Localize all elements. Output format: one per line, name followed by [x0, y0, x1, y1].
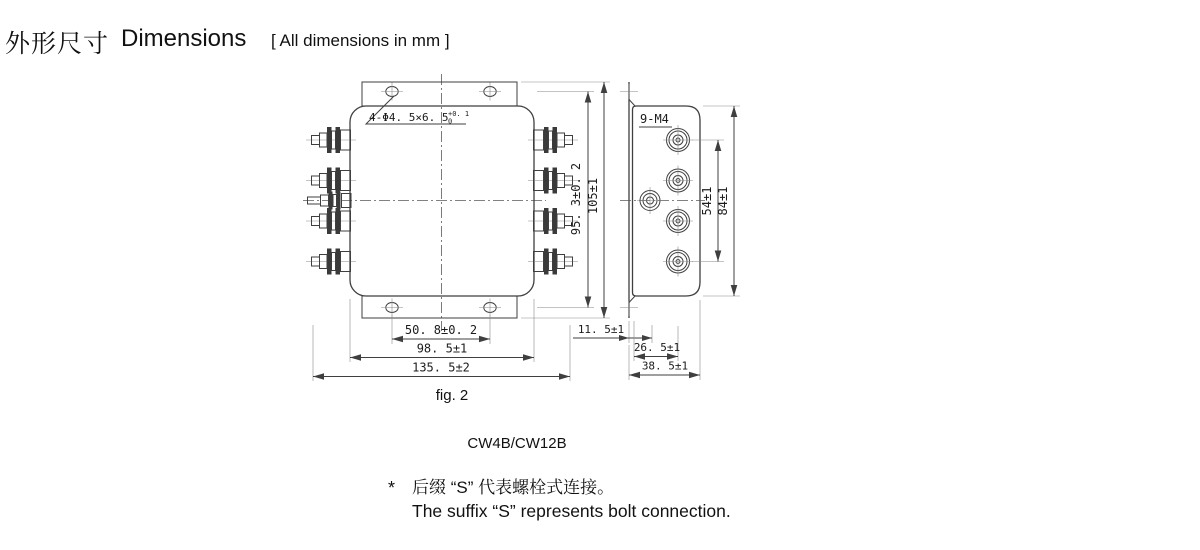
- dim-terminal-offset: [634, 321, 680, 361]
- dim-stud-offset: [573, 321, 652, 343]
- dim-label-95-3: 95. 3±0. 2: [569, 162, 583, 236]
- front-body-outline: [350, 106, 534, 296]
- dim-overall-depth: [629, 300, 700, 380]
- dim-label-98-5: 98. 5±1: [416, 341, 468, 356]
- terminal-bolt: [306, 168, 356, 194]
- thread-callout: [639, 112, 672, 127]
- dim-label-84: 84±1: [716, 186, 730, 216]
- terminal-circle: [663, 247, 693, 277]
- mounting-hole-tol-lower: 0: [448, 117, 453, 126]
- mounting-hole-tol-upper: +0. 1: [448, 110, 470, 118]
- mounting-hole-callout: [366, 96, 469, 126]
- page-title-chinese: 外形尺寸: [5, 30, 110, 58]
- terminal-bolt: [528, 127, 578, 153]
- terminal-bolt: [306, 208, 356, 234]
- ground-stud-circle: [637, 187, 663, 214]
- dim-hole-spacing-horizontal: [392, 315, 490, 344]
- dim-label-38-5: 38. 5±1: [641, 359, 689, 373]
- terminal-circle: [663, 125, 693, 155]
- mounting-hole: [381, 299, 403, 317]
- terminal-bolt: [306, 249, 356, 275]
- side-view: [573, 82, 740, 380]
- terminal-circle: [663, 166, 693, 196]
- dim-label-50-8: 50. 8±0. 2: [404, 323, 478, 337]
- units-note: [ All dimensions in mm ]: [271, 31, 450, 50]
- mounting-hole-label: 4-Φ4. 5×6. 5: [369, 111, 449, 124]
- front-bottom-flange: [362, 296, 517, 318]
- thread-label-9-M4: 9-M4: [640, 112, 669, 126]
- footnote-chinese: 后缀 “S” 代表螺栓式连接。: [412, 478, 615, 497]
- dim-label-135-5: 135. 5±2: [412, 360, 470, 375]
- dim-label-26-5: 26. 5±1: [633, 341, 681, 354]
- dim-label-11-5: 11. 5±1: [577, 323, 625, 336]
- terminal-bolt: [306, 127, 356, 153]
- dim-label-54: 54±1: [700, 186, 714, 216]
- footnote-marker: *: [388, 478, 396, 498]
- mounting-hole: [479, 83, 501, 101]
- front-top-flange: [362, 82, 517, 106]
- dim-label-105: 105±1: [586, 177, 600, 215]
- terminal-circle: [663, 206, 693, 236]
- model-name: CW4B/CW12B: [467, 435, 567, 452]
- mounting-hole: [479, 299, 501, 317]
- footnote-english: The suffix “S” represents bolt connection.: [412, 501, 731, 521]
- page-title-english: Dimensions: [121, 25, 247, 52]
- figure-caption: fig. 2: [435, 387, 469, 404]
- front-view: [303, 74, 610, 381]
- terminal-bolt: [528, 249, 578, 275]
